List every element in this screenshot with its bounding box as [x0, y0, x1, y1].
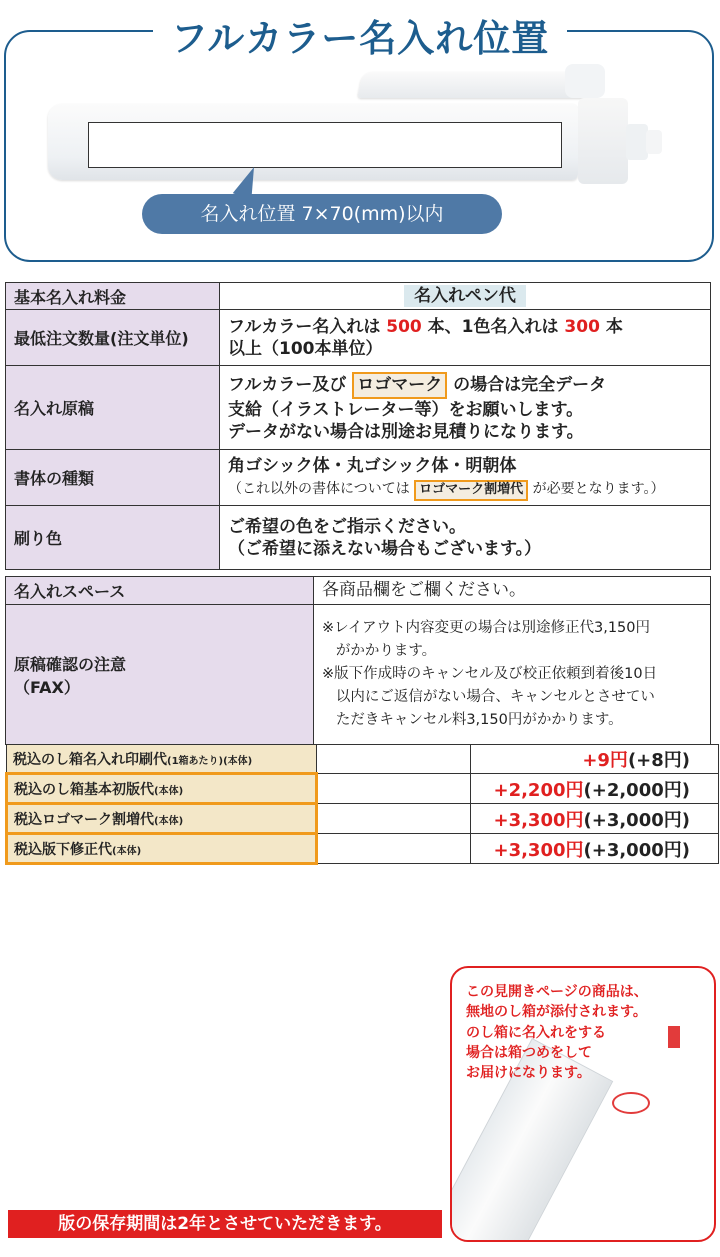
- table-row: [6, 605, 711, 745]
- empty-cell: [317, 834, 471, 864]
- pen-tip: [626, 124, 648, 160]
- text: 税込のし箱基本初版代: [14, 781, 154, 798]
- text: データがない場合は別途お見積りになります。: [228, 421, 584, 442]
- row-label: 基本名入れ料金: [6, 283, 220, 310]
- price-tax-excl: (+8円): [627, 750, 690, 771]
- print-area-box: [88, 122, 562, 168]
- row-value: [220, 310, 711, 366]
- gift-box-note: [450, 966, 716, 1242]
- text: （FAX）: [14, 677, 80, 697]
- qty-onecolor: 300: [564, 316, 600, 337]
- text: 税込版下修正代: [14, 841, 112, 858]
- price-tax-incl: +3,300円: [493, 809, 584, 831]
- price-label: [7, 834, 317, 864]
- text: （これ以外の書体については: [228, 480, 415, 497]
- price-tax-excl: (+3,000円): [583, 809, 690, 831]
- row-value: 各商品欄をご欄ください。: [314, 577, 711, 605]
- text: 税込ロゴマーク割増代: [14, 811, 154, 828]
- text: (本体): [154, 815, 184, 827]
- text: が必要となります。）: [528, 480, 665, 497]
- text: 原稿確認の注意: [14, 654, 127, 674]
- table-row: [7, 774, 719, 804]
- row-value: [220, 366, 711, 450]
- noshi-seal: [668, 1026, 680, 1048]
- row-label: 名入れ原稿: [6, 366, 220, 450]
- row-label: 刷り色: [6, 506, 220, 570]
- row-value: [314, 605, 711, 745]
- price-value: [471, 745, 719, 774]
- text: のし箱に名入れをする: [466, 1024, 606, 1041]
- empty-cell: [317, 774, 471, 804]
- pen-knob: [565, 64, 605, 98]
- qty-fullcolor: 500: [386, 316, 422, 337]
- text: ※レイアウト内容変更の場合は別途修正代3,150円: [322, 619, 650, 636]
- row-label: 名入れスペース: [6, 577, 314, 605]
- row-value: [220, 450, 711, 506]
- text: ※版下作成時のキャンセル及び校正依頼到着後10日: [322, 665, 658, 682]
- retention-banner: 版の保存期間は2年とさせていただきます。: [8, 1210, 442, 1238]
- print-position-label: 名入れ位置 7×70(mm)以内: [142, 194, 502, 234]
- text: (本体): [112, 845, 142, 857]
- pen-tip-end: [646, 130, 662, 154]
- text: （ご希望に添えない場合もございます。）: [228, 538, 542, 559]
- text: フルカラー及び: [228, 375, 353, 396]
- text: お届けになります。: [466, 1065, 591, 1082]
- price-label: [7, 745, 317, 774]
- text: 以内にご返信がない場合、キャンセルとさせてい: [335, 689, 655, 706]
- table-row: [6, 577, 711, 605]
- price-tax-incl: +2,200円: [493, 779, 584, 801]
- row-label: 最低注文数量(注文単位): [6, 310, 220, 366]
- noshi-ribbon: [612, 1092, 650, 1114]
- price-label: [7, 804, 317, 834]
- text: の場合は完全データ: [447, 375, 607, 396]
- price-label: [7, 774, 317, 804]
- price-value: [471, 774, 719, 804]
- text: 税込のし箱名入れ印刷代: [13, 751, 167, 768]
- font-note: [228, 481, 665, 497]
- text: フルカラー名入れは: [228, 316, 387, 337]
- pen-grip: [578, 98, 628, 184]
- table-row: [6, 310, 711, 366]
- row-value: [220, 283, 711, 310]
- row-label: 書体の種類: [6, 450, 220, 506]
- empty-cell: [317, 804, 471, 834]
- text: 以上（100本単位）: [228, 338, 383, 359]
- price-value: [471, 804, 719, 834]
- row-value: [220, 506, 711, 570]
- table-row: [6, 283, 711, 310]
- price-value: [471, 834, 719, 864]
- price-table: [5, 744, 719, 865]
- text: 角ゴシック体・丸ゴシック体・明朝体: [228, 455, 517, 476]
- text: がかかります。: [335, 642, 437, 659]
- table-row: [7, 745, 719, 774]
- row-label: [6, 605, 314, 745]
- text: (本体): [154, 785, 184, 797]
- page-title: フルカラー名入れ位置: [0, 8, 720, 62]
- pen-fee-heading: 名入れペン代: [404, 285, 526, 307]
- price-tax-incl: +3,300円: [493, 839, 584, 861]
- price-tax-incl: +9円: [582, 750, 628, 771]
- text: ただきキャンセル料3,150円がかかります。: [335, 712, 623, 729]
- text: 支給（イラストレーター等）をお願いします。: [228, 399, 584, 420]
- table-row: [7, 834, 719, 864]
- text: 本: [599, 316, 623, 337]
- empty-cell: [317, 745, 471, 774]
- logo-surcharge-tag: ロゴマーク割増代: [414, 480, 528, 501]
- table-row: [7, 804, 719, 834]
- table-row: [6, 366, 711, 450]
- text: 場合は箱つめをして: [466, 1044, 592, 1061]
- text: 本、1色名入れは: [421, 316, 565, 337]
- price-tax-excl: (+3,000円): [583, 839, 690, 861]
- gift-box-text: [466, 982, 648, 1083]
- proof-notes-table: [5, 576, 711, 745]
- table-row: [6, 506, 711, 570]
- text: この見開きページの商品は、: [466, 984, 648, 1000]
- text: ご希望の色をご指示ください。: [228, 516, 466, 537]
- imprint-spec-table: [5, 282, 711, 570]
- text: 無地のし箱が添付されます。: [466, 1004, 647, 1021]
- table-row: [6, 450, 711, 506]
- logo-mark-tag: ロゴマーク: [352, 372, 447, 398]
- price-tax-excl: (+2,000円): [583, 779, 690, 801]
- text: (1箱あたり)(本体): [167, 755, 253, 767]
